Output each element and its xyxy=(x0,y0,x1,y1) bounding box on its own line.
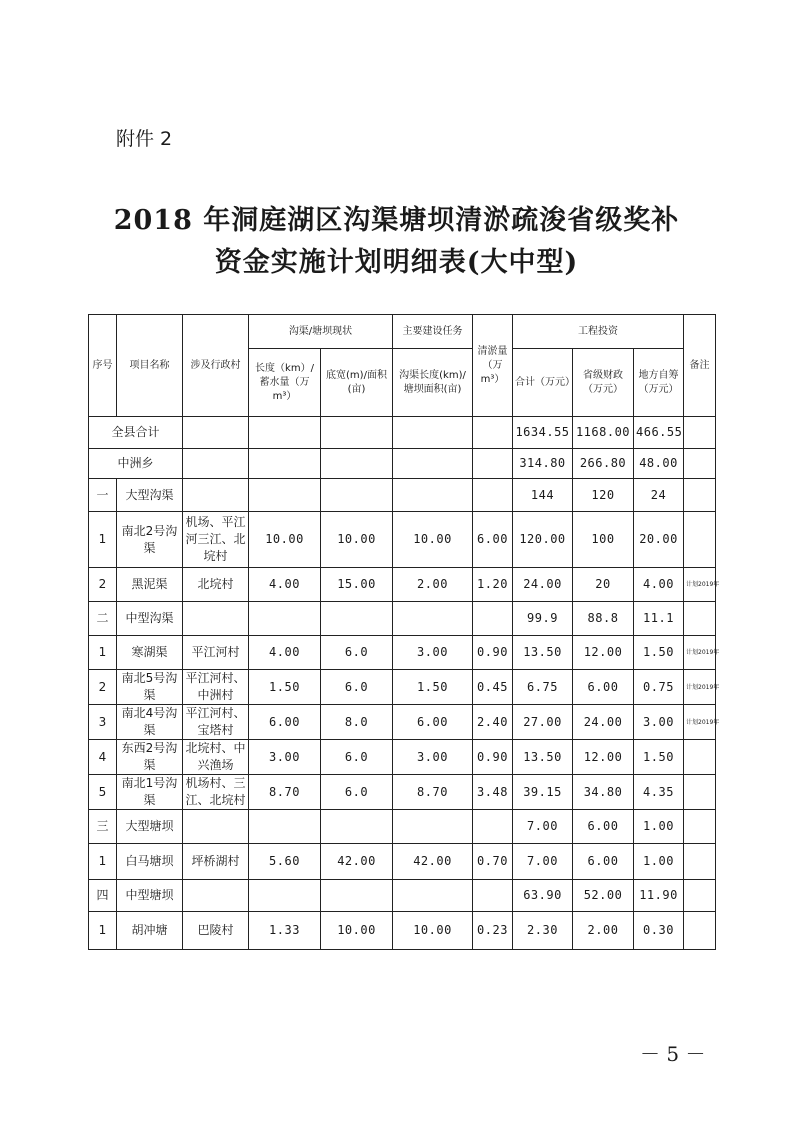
row-label-cell: 中洲乡 xyxy=(89,449,183,479)
table-row xyxy=(89,479,716,512)
project-name-cell: 南北1号沟渠 xyxy=(117,775,183,810)
provincial-funds-cell: 2.00 xyxy=(573,912,634,950)
village-cell: 平江河村、宝塔村 xyxy=(183,705,249,740)
village-cell: 北垸村、中兴渔场 xyxy=(183,740,249,775)
width-cell xyxy=(321,449,393,479)
width-cell: 8.0 xyxy=(321,705,393,740)
length-cell: 1.50 xyxy=(249,670,321,705)
width-cell: 6.0 xyxy=(321,670,393,705)
dredge-cell xyxy=(473,880,513,912)
village-cell: 机场、平江河三江、北垸村 xyxy=(183,512,249,568)
seq-cell: 1 xyxy=(89,512,117,568)
provincial-funds-cell: 20 xyxy=(573,568,634,602)
header-total-investment: 合计（万元） xyxy=(513,349,573,417)
length-cell: 1.33 xyxy=(249,912,321,950)
remark-cell xyxy=(684,810,716,844)
table-row xyxy=(89,417,716,449)
project-name-cell: 南北5号沟渠 xyxy=(117,670,183,705)
task-length-cell: 10.00 xyxy=(393,512,473,568)
dredge-cell: 1.20 xyxy=(473,568,513,602)
village-cell: 平江河村、中洲村 xyxy=(183,670,249,705)
village-cell xyxy=(183,479,249,512)
provincial-funds-cell: 88.8 xyxy=(573,602,634,636)
provincial-funds-cell: 52.00 xyxy=(573,880,634,912)
dredge-cell: 3.48 xyxy=(473,775,513,810)
header-village: 涉及行政村 xyxy=(183,315,249,417)
length-cell xyxy=(249,602,321,636)
page-number: － 5 － xyxy=(640,1042,706,1066)
header-status-group: 沟渠/塘坝现状 xyxy=(249,315,393,349)
total-investment-cell: 7.00 xyxy=(513,810,573,844)
length-cell: 10.00 xyxy=(249,512,321,568)
local-funds-cell: 11.1 xyxy=(634,602,684,636)
task-length-cell: 10.00 xyxy=(393,912,473,950)
table-row xyxy=(89,670,716,705)
local-funds-cell: 0.30 xyxy=(634,912,684,950)
task-length-cell xyxy=(393,880,473,912)
project-name-cell: 白马塘坝 xyxy=(117,844,183,880)
task-length-cell xyxy=(393,810,473,844)
table-row xyxy=(89,912,716,950)
header-investment-group: 工程投资 xyxy=(513,315,684,349)
total-investment-cell: 27.00 xyxy=(513,705,573,740)
project-name-cell: 胡冲塘 xyxy=(117,912,183,950)
header-provincial-funds: 省级财政（万元） xyxy=(573,349,634,417)
project-name-cell: 寒湖渠 xyxy=(117,636,183,670)
provincial-funds-cell: 34.80 xyxy=(573,775,634,810)
provincial-funds-cell: 100 xyxy=(573,512,634,568)
seq-cell: 四 xyxy=(89,880,117,912)
remark-cell xyxy=(684,740,716,775)
width-cell: 10.00 xyxy=(321,912,393,950)
length-cell xyxy=(249,417,321,449)
length-cell xyxy=(249,810,321,844)
seq-cell: 1 xyxy=(89,844,117,880)
task-length-cell: 3.00 xyxy=(393,740,473,775)
document-title-line-2: 资金实施计划明细表(大中型) xyxy=(214,247,579,278)
header-local-funds: 地方自筹（万元） xyxy=(634,349,684,417)
village-cell: 巴陵村 xyxy=(183,912,249,950)
total-investment-cell: 6.75 xyxy=(513,670,573,705)
table-row xyxy=(89,740,716,775)
table-row xyxy=(89,512,716,568)
village-cell xyxy=(183,810,249,844)
local-funds-cell: 1.50 xyxy=(634,740,684,775)
village-cell xyxy=(183,449,249,479)
task-length-cell: 3.00 xyxy=(393,636,473,670)
local-funds-cell: 4.35 xyxy=(634,775,684,810)
width-cell xyxy=(321,880,393,912)
length-cell xyxy=(249,449,321,479)
dredge-cell: 0.23 xyxy=(473,912,513,950)
length-cell xyxy=(249,479,321,512)
local-funds-cell: 1.00 xyxy=(634,810,684,844)
project-name-cell: 中型沟渠 xyxy=(117,602,183,636)
local-funds-cell: 20.00 xyxy=(634,512,684,568)
remark-cell xyxy=(684,844,716,880)
provincial-funds-cell: 12.00 xyxy=(573,740,634,775)
total-investment-cell: 144 xyxy=(513,479,573,512)
document-title-line-1: 2018 年洞庭湖区沟渠塘坝清淤疏浚省级奖补 xyxy=(113,205,680,236)
header-task-length: 沟渠长度(km)/塘坝面积(亩) xyxy=(393,349,473,417)
table-row xyxy=(89,775,716,810)
length-cell: 5.60 xyxy=(249,844,321,880)
total-investment-cell: 2.30 xyxy=(513,912,573,950)
header-remark: 备注 xyxy=(684,315,716,417)
provincial-funds-cell: 1168.00 xyxy=(573,417,634,449)
project-name-cell: 大型沟渠 xyxy=(117,479,183,512)
project-name-cell: 大型塘坝 xyxy=(117,810,183,844)
local-funds-cell: 0.75 xyxy=(634,670,684,705)
local-funds-cell: 11.90 xyxy=(634,880,684,912)
header-project-name: 项目名称 xyxy=(117,315,183,417)
dredge-cell: 0.70 xyxy=(473,844,513,880)
village-cell xyxy=(183,880,249,912)
header-seq: 序号 xyxy=(89,315,117,417)
dredge-cell xyxy=(473,810,513,844)
task-length-cell: 42.00 xyxy=(393,844,473,880)
length-cell: 3.00 xyxy=(249,740,321,775)
village-cell xyxy=(183,417,249,449)
remark-cell: 计划2019年 xyxy=(684,705,716,740)
total-investment-cell: 39.15 xyxy=(513,775,573,810)
seq-cell: 3 xyxy=(89,705,117,740)
remark-cell xyxy=(684,775,716,810)
total-investment-cell: 314.80 xyxy=(513,449,573,479)
dredge-cell: 0.90 xyxy=(473,740,513,775)
remark-cell xyxy=(684,449,716,479)
task-length-cell: 2.00 xyxy=(393,568,473,602)
task-length-cell xyxy=(393,417,473,449)
remark-cell xyxy=(684,479,716,512)
seq-cell: 三 xyxy=(89,810,117,844)
seq-cell: 2 xyxy=(89,568,117,602)
table-row xyxy=(89,602,716,636)
local-funds-cell: 466.55 xyxy=(634,417,684,449)
table-row xyxy=(89,568,716,602)
project-name-cell: 东西2号沟渠 xyxy=(117,740,183,775)
total-investment-cell: 63.90 xyxy=(513,880,573,912)
seq-cell: 1 xyxy=(89,636,117,670)
provincial-funds-cell: 6.00 xyxy=(573,670,634,705)
total-investment-cell: 7.00 xyxy=(513,844,573,880)
total-investment-cell: 24.00 xyxy=(513,568,573,602)
task-length-cell xyxy=(393,449,473,479)
header-dredge-volume: 清淤量（万m³） xyxy=(473,315,513,417)
provincial-funds-cell: 6.00 xyxy=(573,844,634,880)
project-name-cell: 南北2号沟渠 xyxy=(117,512,183,568)
dredge-cell: 2.40 xyxy=(473,705,513,740)
village-cell: 机场村、三江、北垸村 xyxy=(183,775,249,810)
task-length-cell: 8.70 xyxy=(393,775,473,810)
total-investment-cell: 1634.55 xyxy=(513,417,573,449)
dredge-cell: 0.90 xyxy=(473,636,513,670)
width-cell: 42.00 xyxy=(321,844,393,880)
task-length-cell: 1.50 xyxy=(393,670,473,705)
width-cell: 10.00 xyxy=(321,512,393,568)
provincial-funds-cell: 6.00 xyxy=(573,810,634,844)
seq-cell: 二 xyxy=(89,602,117,636)
provincial-funds-cell: 266.80 xyxy=(573,449,634,479)
dredge-cell xyxy=(473,449,513,479)
table-row xyxy=(89,810,716,844)
project-name-cell: 南北4号沟渠 xyxy=(117,705,183,740)
total-investment-cell: 120.00 xyxy=(513,512,573,568)
remark-cell: 计划2019年 xyxy=(684,568,716,602)
seq-cell: 2 xyxy=(89,670,117,705)
length-cell: 6.00 xyxy=(249,705,321,740)
local-funds-cell: 1.00 xyxy=(634,844,684,880)
row-label-cell: 全县合计 xyxy=(89,417,183,449)
table-row xyxy=(89,705,716,740)
project-name-cell: 黑泥渠 xyxy=(117,568,183,602)
funding-detail-table xyxy=(88,314,720,950)
width-cell: 15.00 xyxy=(321,568,393,602)
remark-cell xyxy=(684,912,716,950)
seq-cell: 4 xyxy=(89,740,117,775)
remark-cell xyxy=(684,880,716,912)
remark-cell xyxy=(684,512,716,568)
seq-cell: 一 xyxy=(89,479,117,512)
width-cell xyxy=(321,479,393,512)
length-cell: 4.00 xyxy=(249,568,321,602)
village-cell xyxy=(183,602,249,636)
local-funds-cell: 48.00 xyxy=(634,449,684,479)
width-cell: 6.0 xyxy=(321,740,393,775)
task-length-cell xyxy=(393,479,473,512)
task-length-cell xyxy=(393,602,473,636)
village-cell: 坪桥湖村 xyxy=(183,844,249,880)
total-investment-cell: 13.50 xyxy=(513,636,573,670)
dredge-cell: 0.45 xyxy=(473,670,513,705)
width-cell xyxy=(321,417,393,449)
provincial-funds-cell: 12.00 xyxy=(573,636,634,670)
table-row xyxy=(89,636,716,670)
seq-cell: 5 xyxy=(89,775,117,810)
dredge-cell: 6.00 xyxy=(473,512,513,568)
remark-cell: 计划2019年 xyxy=(684,636,716,670)
width-cell xyxy=(321,810,393,844)
remark-cell xyxy=(684,602,716,636)
table-body xyxy=(89,417,720,950)
seq-cell: 1 xyxy=(89,912,117,950)
local-funds-cell: 1.50 xyxy=(634,636,684,670)
header-task-group: 主要建设任务 xyxy=(393,315,473,349)
length-cell xyxy=(249,880,321,912)
provincial-funds-cell: 120 xyxy=(573,479,634,512)
local-funds-cell: 3.00 xyxy=(634,705,684,740)
width-cell: 6.0 xyxy=(321,636,393,670)
header-width-area: 底宽(m)/面积(亩) xyxy=(321,349,393,417)
width-cell xyxy=(321,602,393,636)
table-row xyxy=(89,880,716,912)
dredge-cell xyxy=(473,479,513,512)
village-cell: 平江河村 xyxy=(183,636,249,670)
task-length-cell: 6.00 xyxy=(393,705,473,740)
dredge-cell xyxy=(473,417,513,449)
length-cell: 4.00 xyxy=(249,636,321,670)
attachment-label: 附件 2 xyxy=(116,128,173,150)
table-row xyxy=(89,449,716,479)
project-name-cell: 中型塘坝 xyxy=(117,880,183,912)
remark-cell xyxy=(684,417,716,449)
village-cell: 北垸村 xyxy=(183,568,249,602)
header-length-storage: 长度（km）/蓄水量（万m³） xyxy=(249,349,321,417)
local-funds-cell: 24 xyxy=(634,479,684,512)
local-funds-cell: 4.00 xyxy=(634,568,684,602)
provincial-funds-cell: 24.00 xyxy=(573,705,634,740)
table-row xyxy=(89,844,716,880)
dredge-cell xyxy=(473,602,513,636)
remark-cell: 计划2019年 xyxy=(684,670,716,705)
width-cell: 6.0 xyxy=(321,775,393,810)
total-investment-cell: 99.9 xyxy=(513,602,573,636)
total-investment-cell: 13.50 xyxy=(513,740,573,775)
length-cell: 8.70 xyxy=(249,775,321,810)
